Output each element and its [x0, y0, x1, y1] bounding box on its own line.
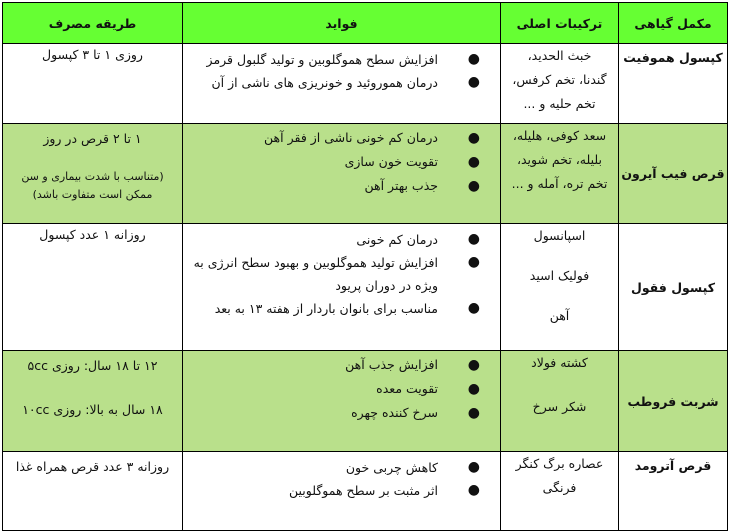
- benefit-item: ● مناسب برای بانوان باردار از هفته ۱۳ به بعد: [189, 297, 480, 320]
- herbal-supplements-table: [2, 2, 728, 531]
- supplement-name-cell: [619, 452, 728, 531]
- ingredient-line: سعد کوفی، هلیله،: [512, 128, 607, 143]
- table-row: [3, 351, 728, 452]
- supplement-name: شربت فروطب: [627, 393, 719, 409]
- benefit-item: ● درمان کم خونی ناشی از فقر آهن: [189, 126, 480, 150]
- bullet-icon: ●: [467, 231, 480, 247]
- bullet-icon: ●: [467, 482, 480, 498]
- usage-note: (متناسب با شدت بیماری و سن: [21, 170, 164, 183]
- benefits-cell: [183, 351, 501, 452]
- table-row: [3, 452, 728, 531]
- ingredients-cell: [501, 452, 619, 531]
- ingredients-cell: [501, 44, 619, 124]
- benefits-list: [183, 351, 500, 429]
- header-usage: طریقه مصرف: [3, 3, 183, 44]
- bullet-icon: ●: [467, 130, 480, 146]
- benefit-item: ● سرخ کننده چهره: [189, 401, 480, 425]
- bullet-icon: ●: [467, 357, 480, 373]
- bullet-icon: ●: [467, 51, 480, 67]
- usage-cell: [3, 124, 183, 224]
- benefits-cell: [183, 224, 501, 351]
- benefits-list: [183, 224, 500, 324]
- bullet-icon: ●: [467, 381, 480, 397]
- ingredient-line: خبث الحدید،: [527, 48, 592, 63]
- bullet-icon: ●: [467, 300, 480, 316]
- ingredient-line: گندنا، تخم کرفس،: [512, 72, 607, 87]
- bullet-icon: ●: [467, 459, 480, 475]
- ingredient-line: فولیک اسید: [529, 268, 590, 283]
- benefit-item: ● درمان هموروئید و خونریزی های ناشی از آن: [189, 71, 480, 94]
- ingredient-line: بلیله، تخم شوید،: [516, 152, 603, 167]
- usage-cell: [3, 351, 183, 452]
- benefits-list: [183, 124, 500, 202]
- ingredient-line: تخم تره، آمله و ...: [511, 176, 608, 191]
- table-row: [3, 224, 728, 351]
- usage-line: ۱۲ تا ۱۸ سال: روزی ۵cc: [27, 358, 158, 373]
- benefits-list: [183, 452, 500, 506]
- header-supplement: مکمل گیاهی: [619, 3, 728, 44]
- ingredients-cell: [501, 224, 619, 351]
- supplement-name: قرص آترومد: [634, 458, 712, 473]
- bullet-icon: ●: [467, 405, 480, 421]
- benefits-list: [183, 44, 500, 98]
- header-benefits: فواید: [183, 3, 501, 44]
- benefits-cell: [183, 452, 501, 531]
- table-row: [3, 124, 728, 224]
- ingredient-line: تخم حلیه و ...: [523, 96, 596, 111]
- usage-cell: [3, 452, 183, 531]
- benefit-item: ● افزایش سطح هموگلوبین و تولید گلبول قرمز: [189, 48, 480, 71]
- benefit-item: ● تقویت معده: [189, 377, 480, 401]
- ingredient-line: اسپانسول: [533, 228, 586, 243]
- usage-cell: [3, 224, 183, 351]
- header-ingredients: ترکیبات اصلی: [501, 3, 619, 44]
- benefit-item: ● درمان کم خونی: [189, 228, 480, 251]
- supplement-name: قرص فیب آیرون: [621, 166, 725, 181]
- supplement-name: کپسول هموفیت: [623, 50, 723, 65]
- ingredients-cell: [501, 124, 619, 224]
- benefit-item: ● افزایش تولید هموگلوبین و بهبود سطح انرژی به ویژه در دوران پریود: [189, 251, 480, 297]
- header-row: [3, 3, 728, 44]
- bullet-icon: ●: [467, 154, 480, 170]
- benefit-item: ● اثر مثبت بر سطح هموگلوبین: [189, 479, 480, 502]
- usage-cell: [3, 44, 183, 124]
- ingredients-cell: [501, 351, 619, 452]
- benefit-item: ● جذب بهتر آهن: [189, 174, 480, 198]
- benefit-item: ● افزایش جذب آهن: [189, 353, 480, 377]
- bullet-icon: ●: [467, 254, 480, 270]
- usage-line: ۱ تا ۲ قرص در روز: [43, 131, 142, 146]
- usage-line: روزانه ۱ عدد کپسول: [39, 227, 146, 242]
- usage-line: ۱۸ سال به بالا: روزی ۱۰cc: [22, 402, 163, 417]
- usage-note: ممکن است متفاوت باشد): [32, 188, 153, 201]
- bullet-icon: ●: [467, 178, 480, 194]
- ingredient-line: آهن: [549, 308, 570, 323]
- supplement-name-cell: [619, 44, 728, 124]
- supplement-name-cell: [619, 351, 728, 452]
- usage-line: روزانه ۳ عدد قرص همراه غذا: [15, 459, 170, 474]
- benefits-cell: [183, 44, 501, 124]
- supplement-name: کپسول فقول: [631, 279, 715, 295]
- usage-line: روزی ۱ تا ۳ کپسول: [42, 47, 143, 62]
- ingredient-line: فرنگی: [542, 480, 577, 495]
- benefit-item: ● تقویت خون سازی: [189, 150, 480, 174]
- bullet-icon: ●: [467, 74, 480, 90]
- benefit-item: ● کاهش چربی خون: [189, 456, 480, 479]
- benefits-cell: [183, 124, 501, 224]
- ingredient-line: شکر سرخ: [532, 399, 587, 414]
- supplement-name-cell: [619, 124, 728, 224]
- ingredient-line: کشته فولاد: [531, 355, 588, 370]
- ingredient-line: عصاره برگ کنگر: [515, 456, 604, 471]
- table-row: [3, 44, 728, 124]
- supplement-name-cell: [619, 224, 728, 351]
